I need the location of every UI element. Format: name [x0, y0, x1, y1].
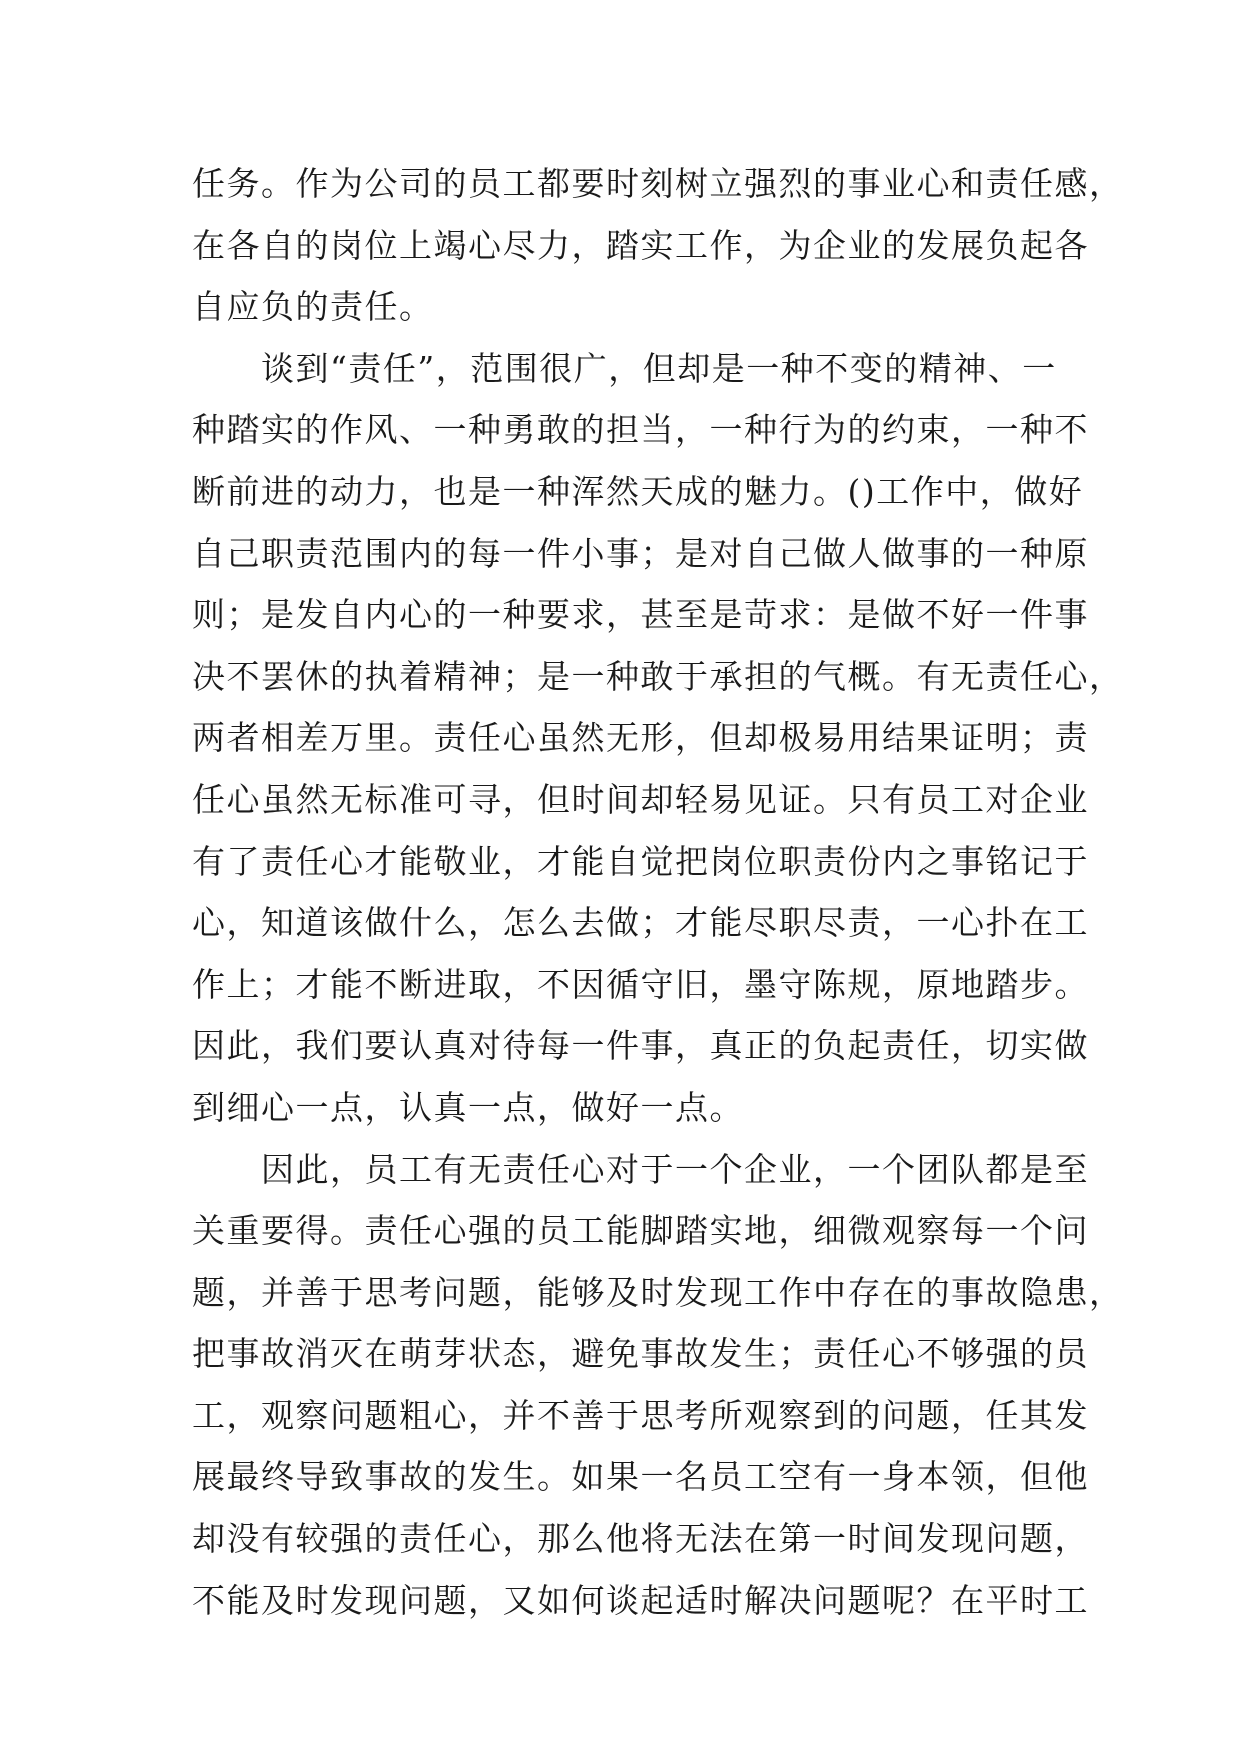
text-line: 有了责任心才能敬业，才能自觉把岗位职责份内之事铭记于	[192, 841, 1089, 881]
text-line: 题，并善于思考问题，能够及时发现工作中存在的事故隐患，	[192, 1272, 1124, 1312]
text-line: 不能及时发现问题，又如何谈起适时解决问题呢？在平时工	[192, 1580, 1089, 1620]
text-line: 关重要得。责任心强的员工能脚踏实地，细微观察每一个问	[192, 1211, 1089, 1251]
text-line: 工，观察问题粗心，并不善于思考所观察到的问题，任其发	[192, 1395, 1089, 1435]
text-line: 自己职责范围内的每一件小事；是对自己做人做事的一种原	[192, 533, 1089, 573]
text-line: 把事故消灭在萌芽状态，避免事故发生；责任心不够强的员	[192, 1334, 1089, 1374]
text-line: 任务。作为公司的员工都要时刻树立强烈的事业心和责任感，	[192, 164, 1124, 203]
text-line: 因此，我们要认真对待每一件事，真正的负起责任，切实做	[192, 1026, 1089, 1066]
text-line: 谈到“责任”，范围很广，但却是一种不变的精神、一	[192, 348, 1057, 388]
text-line: 断前进的动力，也是一种浑然天成的魅力。()工作中，做好	[192, 471, 1084, 511]
text-line: 任心虽然无标准可寻，但时间却轻易见证。只有员工对企业	[192, 779, 1089, 819]
body-text	[192, 161, 1124, 1639]
text-line: 心，知道该做什么，怎么去做；才能尽职尽责，一心扑在工	[192, 903, 1089, 943]
text-line: 展最终导致事故的发生。如果一名员工空有一身本领，但他	[192, 1457, 1089, 1497]
text-line: 在各自的岗位上竭心尽力，踏实工作，为企业的发展负起各	[192, 225, 1089, 265]
text-line: 则；是发自内心的一种要求，甚至是苛求：是做不好一件事	[192, 595, 1089, 635]
text-line: 作上；才能不断进取，不因循守旧，墨守陈规，原地踏步。	[192, 964, 1089, 1004]
text-line: 自应负的责任。	[192, 287, 434, 327]
text-line: 决不罢休的执着精神；是一种敢于承担的气概。有无责任心，	[192, 656, 1124, 696]
text-line: 两者相差万里。责任心虽然无形，但却极易用结果证明；责	[192, 718, 1089, 758]
text-line: 种踏实的作风、一种勇敢的担当，一种行为的约束，一种不	[192, 410, 1089, 450]
text-line: 却没有较强的责任心，那么他将无法在第一时间发现问题，	[192, 1519, 1089, 1559]
text-line: 因此，员工有无责任心对于一个企业，一个团队都是至	[192, 1149, 1089, 1189]
text-line: 到细心一点，认真一点，做好一点。	[192, 1087, 744, 1127]
